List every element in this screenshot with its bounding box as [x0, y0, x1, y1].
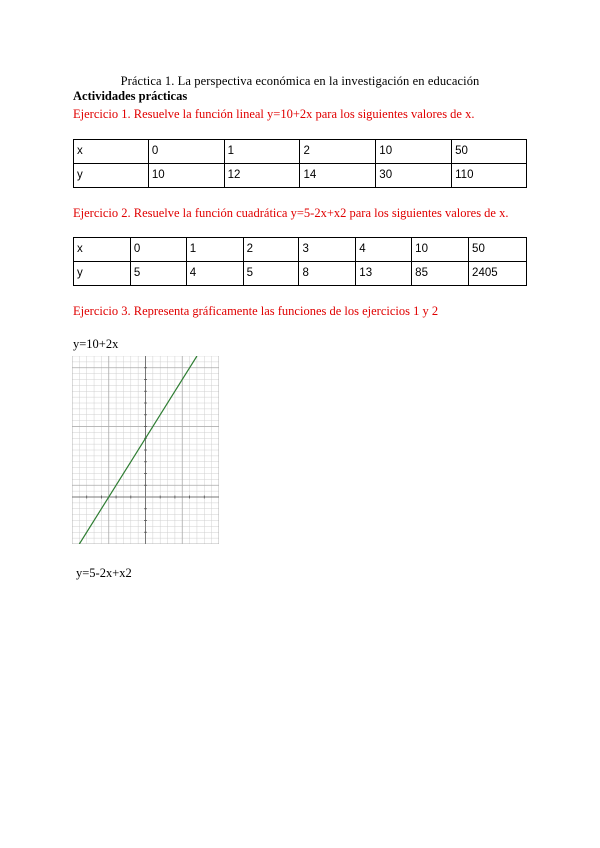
table-cell: 4 [356, 238, 412, 262]
table-cell: 110 [452, 164, 527, 188]
table-cell: 1 [224, 140, 300, 164]
graph-1-label: y=10+2x [73, 337, 119, 351]
table-cell: 50 [452, 140, 527, 164]
exercise-2-table [73, 237, 527, 286]
table-cell: 10 [376, 140, 452, 164]
table-cell: 13 [356, 262, 412, 286]
table-cell: y [74, 164, 149, 188]
table-cell: 2 [300, 140, 376, 164]
table-cell: y [74, 262, 131, 286]
graph-2-label: y=5-2x+x2 [76, 566, 132, 580]
linear-function-graph [72, 356, 219, 544]
table-cell: 1 [186, 238, 243, 262]
table-cell: 14 [300, 164, 376, 188]
exercise-2-instruction: Ejercicio 2. Resuelve la función cuadrática y=5-2x+x2 para los siguientes valores de x. [73, 206, 509, 220]
table-cell: 85 [412, 262, 469, 286]
section-heading: Actividades prácticas [73, 89, 188, 103]
table-cell: 30 [376, 164, 452, 188]
table-cell: 10 [148, 164, 224, 188]
table-cell: 50 [469, 238, 527, 262]
exercise-1-instruction: Ejercicio 1. Resuelve la función lineal y=10+2x para los siguientes valores de x. [73, 107, 475, 121]
table-cell: 8 [299, 262, 356, 286]
table-cell: 10 [412, 238, 469, 262]
table-cell: 2 [243, 238, 299, 262]
table-cell: 2405 [469, 262, 527, 286]
exercise-1-table [73, 139, 527, 188]
table-row-x [74, 140, 527, 164]
table-row-x [74, 238, 527, 262]
table-cell: 5 [130, 262, 186, 286]
table-cell: 0 [148, 140, 224, 164]
page-title: Práctica 1. La perspectiva económica en la investigación en educación [120, 74, 480, 88]
table-cell: x [74, 238, 131, 262]
table-cell: 4 [186, 262, 243, 286]
table-cell: 12 [224, 164, 300, 188]
exercise-3-instruction: Ejercicio 3. Representa gráficamente las funciones de los ejercicios 1 y 2 [73, 304, 439, 318]
table-cell: 5 [243, 262, 299, 286]
table-cell: x [74, 140, 149, 164]
table-row-y [74, 262, 527, 286]
table-cell: 0 [130, 238, 186, 262]
table-cell: 3 [299, 238, 356, 262]
table-row-y [74, 164, 527, 188]
